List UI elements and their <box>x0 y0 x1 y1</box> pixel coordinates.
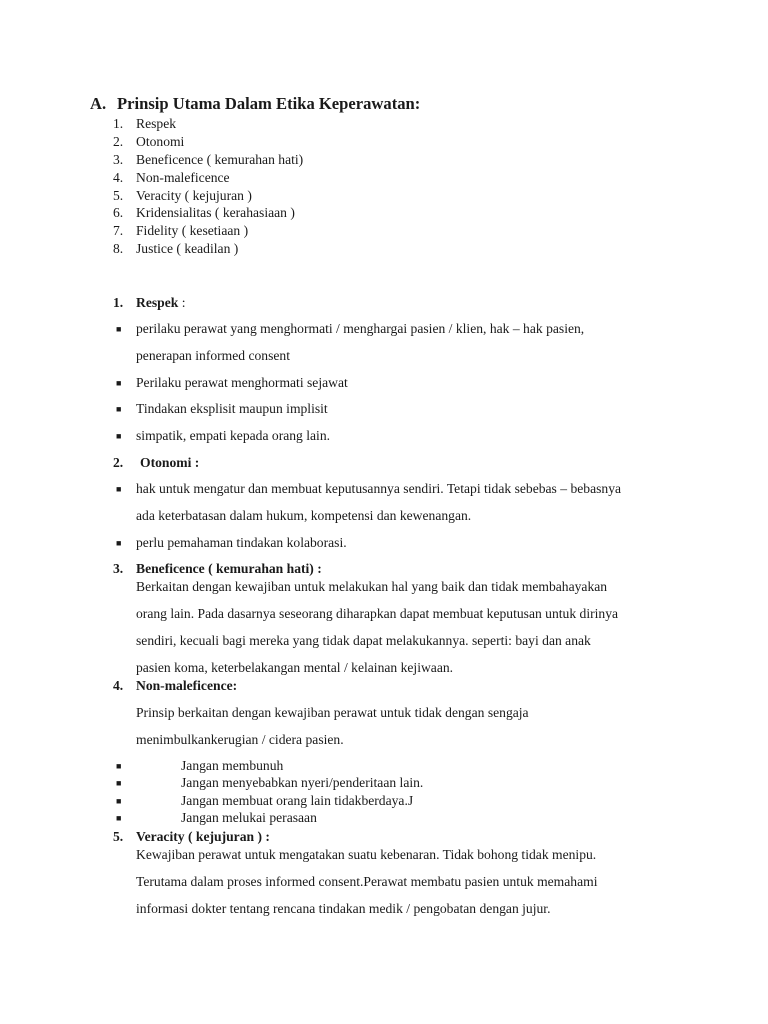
bullet-item: Perilaku perawat menghormati sejawat <box>136 375 348 390</box>
list-item: Kridensialitas ( kerahasiaan ) <box>136 205 295 220</box>
bullet-item: perilaku perawat yang menghormati / menghargai pasien / klien, hak – hak pasien, <box>136 321 585 336</box>
section-number: 4. <box>113 678 124 693</box>
square-bullet-icon: ■ <box>116 484 122 494</box>
bullet-item: hak untuk mengatur dan membuat keputusannya sendiri. Tetapi tidak sebebas – bebasnya <box>136 481 622 496</box>
bullet-item: Jangan menyebabkan nyeri/penderitaan lain. <box>181 775 424 790</box>
square-bullet-icon: ■ <box>116 431 122 441</box>
list-number: 8. <box>113 241 124 256</box>
bullet-item-continuation: ada keterbatasan dalam hukum, kompetensi dan kewenangan. <box>136 508 472 523</box>
section-number: 3. <box>113 561 124 576</box>
list-item: Non-maleficence <box>136 170 230 185</box>
list-number: 2. <box>113 134 124 149</box>
section-number: 2. <box>113 455 124 470</box>
bullet-item: Jangan membunuh <box>181 758 284 773</box>
paragraph-line: Berkaitan dengan kewajiban untuk melakukan hal yang baik dan tidak membahayakan <box>136 579 608 594</box>
paragraph-line: menimbulkankerugian / cidera pasien. <box>136 732 344 747</box>
list-item: Respek <box>136 116 177 131</box>
list-item: Justice ( keadilan ) <box>136 241 239 256</box>
paragraph-line: Prinsip berkaitan dengan kewajiban perawat untuk tidak dengan sengaja <box>136 705 529 720</box>
list-item: Fidelity ( kesetiaan ) <box>136 223 249 238</box>
bullet-item: simpatik, empati kepada orang lain. <box>136 428 331 443</box>
square-bullet-icon: ■ <box>116 796 122 806</box>
paragraph-line: sendiri, kecuali bagi mereka yang tidak dapat melakukannya. seperti: bayi dan anak <box>136 633 591 648</box>
section-title: Otonomi : <box>140 455 200 470</box>
paragraph-line: pasien koma, keterbelakangan mental / kelainan kejiwaan. <box>136 660 454 675</box>
bullet-item: perlu pemahaman tindakan kolaborasi. <box>136 535 347 550</box>
section-title: Respek <box>136 295 179 310</box>
section-title: Beneficence ( kemurahan hati) : <box>136 561 322 576</box>
square-bullet-icon: ■ <box>116 378 122 388</box>
bullet-item: Tindakan eksplisit maupun implisit <box>136 401 328 416</box>
paragraph-line: informasi dokter tentang rencana tindakan medik / pengobatan dengan jujur. <box>136 901 551 916</box>
section-title: Veracity ( kejujuran ) : <box>136 829 270 844</box>
section-number: 5. <box>113 829 124 844</box>
square-bullet-icon: ■ <box>116 761 122 771</box>
square-bullet-icon: ■ <box>116 324 122 334</box>
section-label: A. <box>90 94 107 113</box>
bullet-item: Jangan membuat orang lain tidakberdaya.J <box>181 793 414 808</box>
list-number: 3. <box>113 152 124 167</box>
bullet-item: Jangan melukai perasaan <box>181 810 317 825</box>
list-item: Veracity ( kejujuran ) <box>136 188 252 203</box>
list-number: 4. <box>113 170 124 185</box>
square-bullet-icon: ■ <box>116 778 122 788</box>
paragraph-line: Kewajiban perawat untuk mengatakan suatu kebenaran. Tidak bohong tidak menipu. <box>136 847 597 862</box>
list-number: 5. <box>113 188 124 203</box>
section-heading <box>136 296 185 310</box>
list-item: Otonomi <box>136 134 185 149</box>
paragraph-line: Terutama dalam proses informed consent.Perawat membatu pasien untuk memahami <box>136 874 598 889</box>
list-item: Beneficence ( kemurahan hati) <box>136 152 304 167</box>
list-number: 1. <box>113 116 124 131</box>
paragraph-line: orang lain. Pada dasarnya seseorang diharapkan dapat membuat keputusan untuk dirinya <box>136 606 619 621</box>
section-title: Non-maleficence: <box>136 678 238 693</box>
square-bullet-icon: ■ <box>116 538 122 548</box>
section-number: 1. <box>113 295 124 310</box>
list-number: 6. <box>113 205 124 220</box>
square-bullet-icon: ■ <box>116 404 122 414</box>
page-title: Prinsip Utama Dalam Etika Keperawatan: <box>117 94 421 113</box>
bullet-item-continuation: penerapan informed consent <box>136 348 290 363</box>
section-title-suffix: : <box>178 295 186 310</box>
list-number: 7. <box>113 223 124 238</box>
square-bullet-icon: ■ <box>116 813 122 823</box>
